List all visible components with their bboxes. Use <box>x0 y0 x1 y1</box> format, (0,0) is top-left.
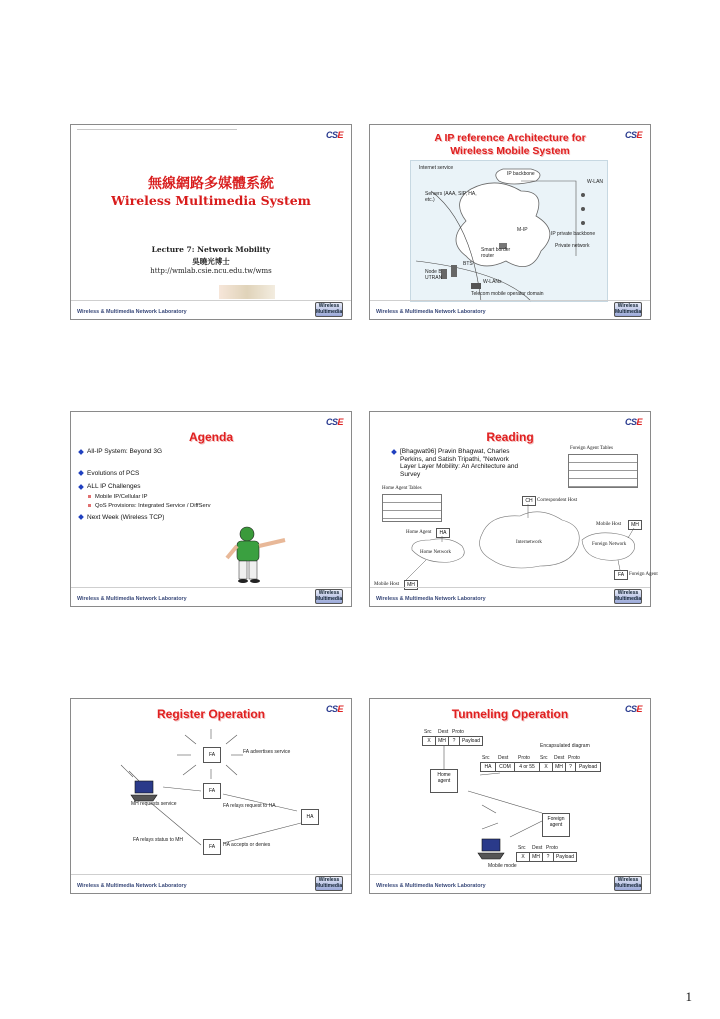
wm-logo: Wireless Multimedia <box>615 590 642 602</box>
mobile-node-laptop-icon <box>476 837 506 863</box>
encap-header-src: Src <box>482 755 490 761</box>
footer-text: Wireless & Multimedia Network Laboratory <box>77 309 187 315</box>
wm-logo: Wireless Multimedia <box>316 303 343 315</box>
slide-title: Register Operation <box>156 707 266 721</box>
csie-logo: CSE <box>325 417 343 427</box>
encap-inner-src: X <box>539 762 553 772</box>
footer-text: Wireless & Multimedia Network Laboratory <box>376 309 486 315</box>
top-rule <box>77 129 237 130</box>
home-agent-box: Home agent <box>430 769 458 793</box>
label-internetwork: Internetwork <box>516 540 542 545</box>
slide-tunneling-operation <box>369 698 651 894</box>
encap-dest: COM <box>495 762 515 772</box>
network-clouds <box>370 442 652 590</box>
mn-header-src: Src <box>518 845 526 851</box>
slide-title-line1: A IP reference Architecture for <box>434 132 586 144</box>
label-fa-advertises: FA advertises service <box>243 749 291 755</box>
label-foreign-network: Foreign Network <box>592 542 627 547</box>
slide-title: Reading <box>486 430 534 444</box>
mh-box-home: MH <box>404 580 418 590</box>
foreign-agent-box: Foreign agent <box>542 813 570 837</box>
label-mip: M-IP <box>517 227 528 233</box>
encap-header-dest: Dest <box>498 755 509 761</box>
csie-logo: CSE <box>325 704 343 714</box>
encap-src: HA <box>480 762 496 772</box>
slide-title: Tunneling Operation <box>451 707 569 721</box>
reading-item: [Bhagwat96] Pravin Bhagwat, Charles Perkins, and Satish Tripathi, "Network Layer Layer Mobility: An Architecture and Survey <box>392 448 524 478</box>
encap-header-inner-dest: Dest <box>554 755 565 761</box>
course-title-cjk: 無線網路多媒體系統 <box>148 176 274 192</box>
label-ip-backbone: IP backbone <box>507 171 535 177</box>
mn-packet-dest: MH <box>529 852 543 862</box>
packet-dest: MH <box>435 736 449 746</box>
slide-agenda <box>70 411 352 607</box>
packet-src: X <box>422 736 436 746</box>
header-proto: Proto <box>452 729 464 735</box>
footer-text: Wireless & Multimedia Network Laboratory <box>376 596 486 602</box>
agenda-subitem: QoS Provisions: Integrated Service / DiffServ <box>79 503 259 509</box>
agenda-item: ALL IP Challenges <box>79 483 259 491</box>
csie-logo: CSE <box>624 130 642 140</box>
slide-footer <box>370 300 650 319</box>
encap-inner-dest: MH <box>552 762 566 772</box>
mn-packet-src: X <box>516 852 530 862</box>
encap-header-proto: Proto <box>518 755 530 761</box>
architecture-figure <box>410 160 608 302</box>
fa-box: FA <box>614 570 628 580</box>
label-telecom-domain: Telecom mobile operator domain <box>471 291 544 297</box>
label-fa-tables: Foreign Agent Tables <box>570 446 613 451</box>
label-foreign-agent: Foreign Agent <box>629 572 658 577</box>
fa-box-advertise: FA <box>203 747 221 763</box>
encap-header-inner-src: Src <box>540 755 548 761</box>
lab-logo-image <box>219 285 275 299</box>
encap-inner-proto: ? <box>565 762 576 772</box>
slide-footer <box>370 587 650 606</box>
agenda-item: Evolutions of PCS <box>79 470 259 478</box>
wm-logo: Wireless Multimedia <box>615 303 642 315</box>
footer-text: Wireless & Multimedia Network Laboratory <box>77 883 187 889</box>
lecture-title: Lecture 7: Network Mobility <box>151 245 271 254</box>
label-wlan: W-LAN <box>587 179 604 185</box>
label-servers: Servers (AAA, SIP, HA, etc.) <box>425 191 477 203</box>
agenda-list <box>79 448 259 527</box>
csie-logo: CSE <box>624 704 642 714</box>
wm-logo: Wireless Multimedia <box>316 877 343 889</box>
course-url[interactable]: http://wmlab.csie.ncu.edu.tw/wms <box>150 267 272 275</box>
footer-text: Wireless & Multimedia Network Laboratory <box>77 596 187 602</box>
label-home-network: Home Network <box>420 550 451 555</box>
label-node-b: Node B UTRAN <box>425 269 443 281</box>
author: 吳曉光博士 <box>192 257 230 266</box>
agenda-subitem: Mobile IP/Cellular IP <box>79 494 259 500</box>
label-correspondent-host: Correspondent Host <box>537 498 578 503</box>
label-wlans: W-LANs <box>483 279 502 285</box>
label-fa-relays-request: FA relays request to HA <box>223 803 276 809</box>
tunneling-diagram <box>370 699 652 875</box>
encap-payload: Payload <box>575 762 601 772</box>
fa-box-status: FA <box>203 839 221 855</box>
packet-payload: Payload <box>459 736 483 746</box>
label-bts: BTS <box>463 261 473 267</box>
slide-footer <box>71 874 351 893</box>
ch-box: CH <box>522 496 536 506</box>
slide-title: Agenda <box>188 430 233 444</box>
packet-proto: ? <box>448 736 460 746</box>
label-private-network: Private network <box>555 243 590 249</box>
agenda-item: Next Week (Wireless TCP) <box>79 514 259 522</box>
slide-title <box>70 124 352 320</box>
header-dest: Dest <box>438 729 449 735</box>
label-mobile-host: Mobile Host <box>596 522 622 527</box>
label-ip-private-backbone: IP private backbone <box>551 231 596 237</box>
slide-footer <box>71 300 351 319</box>
encap-header-inner-proto: Proto <box>568 755 580 761</box>
csie-logo: CSE <box>325 130 343 140</box>
wm-logo: Wireless Multimedia <box>615 877 642 889</box>
label-encapsulated: Encapsulated diagram <box>540 743 590 749</box>
slide-footer <box>71 587 351 606</box>
course-title-en: Wireless Multimedia System <box>111 193 311 208</box>
label-home-agent: Home Agent <box>406 530 432 535</box>
slide-ip-architecture <box>369 124 651 320</box>
fa-box-relay: FA <box>203 783 221 799</box>
label-ha-tables: Home Agent Tables <box>382 486 422 491</box>
mh-box-foreign: MH <box>628 520 642 530</box>
mn-header-dest: Dest <box>532 845 543 851</box>
mobility-figure <box>370 442 658 590</box>
agenda-item: All-IP System: Beyond 3G <box>79 448 259 456</box>
slide-reading <box>369 411 658 607</box>
label-ha-accepts: HA accepts or denies <box>223 842 271 848</box>
label-smart-border-router: Smart border router <box>481 247 511 259</box>
mn-packet-payload: Payload <box>553 852 577 862</box>
label-mh-requests: MH requests service <box>131 801 177 807</box>
label-internet-service: Internet service <box>419 165 454 171</box>
label-fa-relays-status: FA relays status to MH <box>133 837 184 843</box>
label-mobile-mode: Mobile mode <box>488 863 517 869</box>
header-src: Src <box>424 729 432 735</box>
page-number: 1 <box>685 989 692 1004</box>
football-player-clipart <box>219 524 289 584</box>
slide-register-operation <box>70 698 352 894</box>
slide-footer <box>370 874 650 893</box>
ha-box: HA <box>301 809 319 825</box>
footer-text: Wireless & Multimedia Network Laboratory <box>376 883 486 889</box>
mn-packet-proto: ? <box>542 852 554 862</box>
wm-logo: Wireless Multimedia <box>316 590 343 602</box>
mn-header-proto: Proto <box>546 845 558 851</box>
ha-box: HA <box>436 528 450 538</box>
csie-logo: CSE <box>624 417 642 427</box>
slide-title-line2: Wireless Mobile System <box>450 145 570 157</box>
label-mobile-host-home: Mobile Host <box>374 582 400 587</box>
encap-proto: 4 or 55 <box>514 762 540 772</box>
